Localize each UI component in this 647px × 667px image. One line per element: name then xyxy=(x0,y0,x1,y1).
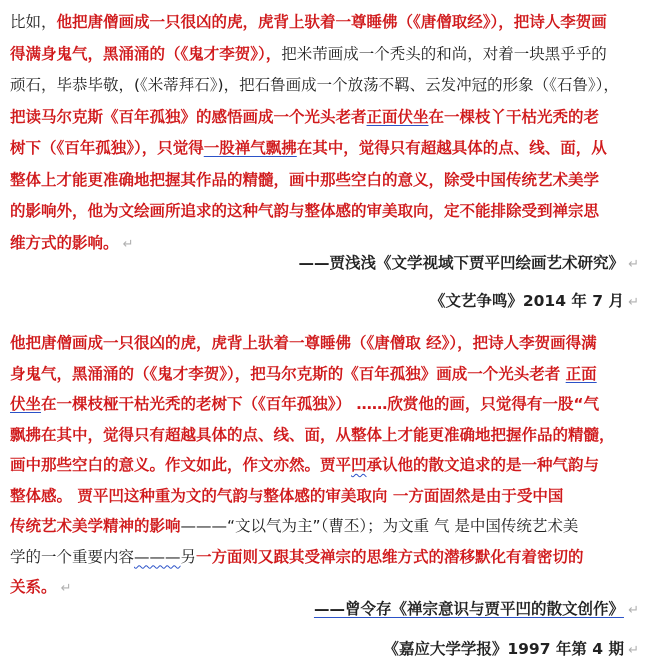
paragraph-mark: ↵ xyxy=(623,643,639,658)
text-line xyxy=(10,483,647,509)
text-segment: 一股禅气飘拂 xyxy=(203,139,297,157)
text-segment: 学的一个重要内容 xyxy=(10,547,135,566)
paragraph-mark: ↵ xyxy=(623,295,639,310)
text-segment: 正面伏坐 xyxy=(366,107,429,126)
text-line xyxy=(10,452,647,478)
text-line xyxy=(10,198,647,224)
text-segment: 比如， xyxy=(10,13,57,31)
text-segment: 把米芾画成一个秃头的和尚，对着一块黑乎乎的 xyxy=(281,44,607,63)
text-segment: 在一棵枝桠干枯光秃的老树下（《百年孤独》） xyxy=(41,395,352,413)
paragraph-mark: ↵ xyxy=(56,581,72,596)
text-line xyxy=(10,391,647,417)
text-line xyxy=(10,167,647,193)
text-segment: 凹 xyxy=(351,456,367,474)
text-segment: ——— xyxy=(134,547,181,566)
text-line xyxy=(10,422,647,448)
text-segment: 飘拂在其中，觉得只有超越具体的点、线、面，从整体上才能更准确地把握作品的精髓， xyxy=(10,425,615,444)
paragraph-mark: ↵ xyxy=(623,257,639,272)
text-segment: 身鬼气，黑涌涌的（《鬼才李贺》），把马尔克斯的《百年孤独》画成一个光头老者 xyxy=(10,364,566,383)
text-segment: 画中那些空白的意义。作文如此，作文亦然。贾平 xyxy=(10,456,352,474)
text-segment: 整体上才能更准确地把握其作品的精髓，画中那些空白的意义，除受中国传统艺术美学 xyxy=(10,170,600,189)
text-line xyxy=(10,72,647,98)
text-segment: 他把唐僧画成一只很凶的虎，虎背上驮着一尊睡佛（《唐僧取经》），把诗人李贺画 xyxy=(56,13,607,31)
text-line xyxy=(10,104,647,130)
text-segment: 的影响外，他为文绘画所追求的这种气韵与整体感的审美取向，定不能排除受到禅宗思 xyxy=(10,202,600,220)
text-segment: 这种重为文的气韵与整体感的审美取向 xyxy=(123,486,388,505)
text-line xyxy=(10,135,647,161)
text-line xyxy=(10,544,647,570)
text-segment: 维方式的影响。 xyxy=(10,233,119,252)
text-segment: 顽石，毕恭毕敬，(《米蒂拜石》)，把石鲁画成一个放荡不羁、云发冲冠的形象（《石鲁》）， xyxy=(10,76,619,94)
text-line xyxy=(10,513,647,539)
text-segment: 一方面则又跟其受禅宗的思维方式的潜移默化有着密切的 xyxy=(196,547,584,566)
text-segment: 把读马尔克斯《百年孤独》的感悟画成一个光头老者 xyxy=(10,107,367,126)
text-line xyxy=(10,41,647,67)
text-segment: 一方面固然是由于受中国 xyxy=(387,486,564,505)
citation-two-source: 《嘉应大学学报》1997 年第 4 期 ↵ xyxy=(383,640,639,658)
text-segment: 正面 xyxy=(565,364,597,383)
text-segment: 整体感。 xyxy=(10,486,73,505)
text-segment: 得满身鬼气，黑涌涌的（《鬼才李贺》）， xyxy=(10,44,282,63)
text-segment: ……欣赏他的画，只觉得有一股“气 xyxy=(351,395,600,413)
citation-two-author: ——曾令存《禅宗意识与贾平凹的散文创作》 ↵ xyxy=(313,600,639,618)
text-segment: 传统艺术美学精神的影响 xyxy=(10,517,181,535)
text-segment: 贾平凹 xyxy=(72,486,124,505)
text-segment: 另 xyxy=(180,547,197,566)
text-line xyxy=(10,9,647,35)
paragraph-mark: ↵ xyxy=(623,603,639,618)
text-segment: 他把唐僧画成一只很凶的虎，虎背上驮着一尊睡佛（《唐僧取 经》），把诗人李贺画得满 xyxy=(10,334,597,352)
text-segment: 关系。 xyxy=(10,578,57,596)
text-segment: 树下（《百年孤独》），只觉得 xyxy=(10,139,204,157)
citation-one-source: 《文艺争鸣》2014 年 7 月 ↵ xyxy=(429,292,639,310)
text-line xyxy=(10,361,647,387)
text-segment: 承认他的散文追求的是一种气韵与 xyxy=(366,456,600,474)
text-segment: 在一棵枝丫干枯光秃的老 xyxy=(428,107,600,126)
paragraph-mark: ↵ xyxy=(118,236,134,252)
text-segment: 伏坐 xyxy=(10,395,42,413)
text-segment: ———“文以气为主”（曹丕）；为文重 气 是中国传统艺术美 xyxy=(180,517,579,535)
citation-one-author: ——贾浅浅《文学视域下贾平凹绘画艺术研究》 ↵ xyxy=(298,254,639,272)
text-line xyxy=(10,330,647,356)
text-segment: 在其中，觉得只有超越具体的点、线、面，从 xyxy=(296,139,607,157)
